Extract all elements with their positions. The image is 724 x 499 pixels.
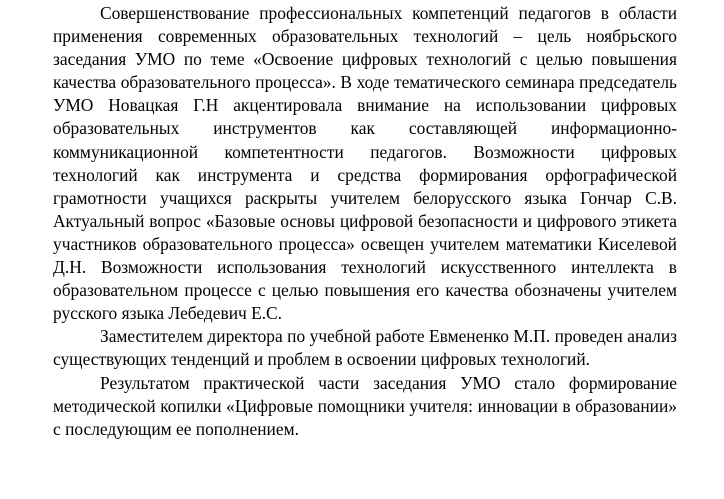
paragraph-umo-meeting: Совершенствование профессиональных компетенций педагогов в области применения современных образовательных технологий – цель ноябрьского заседания УМО по теме «Освоение цифровых технологий с целью повышения качества образовательного процесса». В ходе тематического семинара председатель УМО Новацкая Г.Н акцентировала внимание на использовании цифровых образовательных инструментов как составляющей информационно-коммуникационной компетентности педагогов. Возможности цифровых технологий как инструмента и средства формирования орфографической грамотности учащихся раскрыты учителем белорусского языка Гончар С.В. Актуальный вопрос «Базовые основы цифровой безопасности и цифрового этикета участников образовательного процесса» освещен учителем математики Киселевой Д.Н. Возможности использования технологий искусственного интеллекта в образовательном процессе с целью повышения его качества обозначены учителем русского языка Лебедевич Е.С. <box>53 3 677 324</box>
document-body <box>53 2 677 441</box>
paragraph-practical-results: Результатом практической части заседания УМО стало формирование методической копилки «Цифровые помощники учителя: инновации в образовании» с последующим ее пополнением. <box>53 372 677 439</box>
paragraph-deputy-director-analysis: Заместителем директора по учебной работе Евмененко М.П. проведен анализ существующих тенденций и проблем в освоении цифровых технологий. <box>53 326 677 370</box>
